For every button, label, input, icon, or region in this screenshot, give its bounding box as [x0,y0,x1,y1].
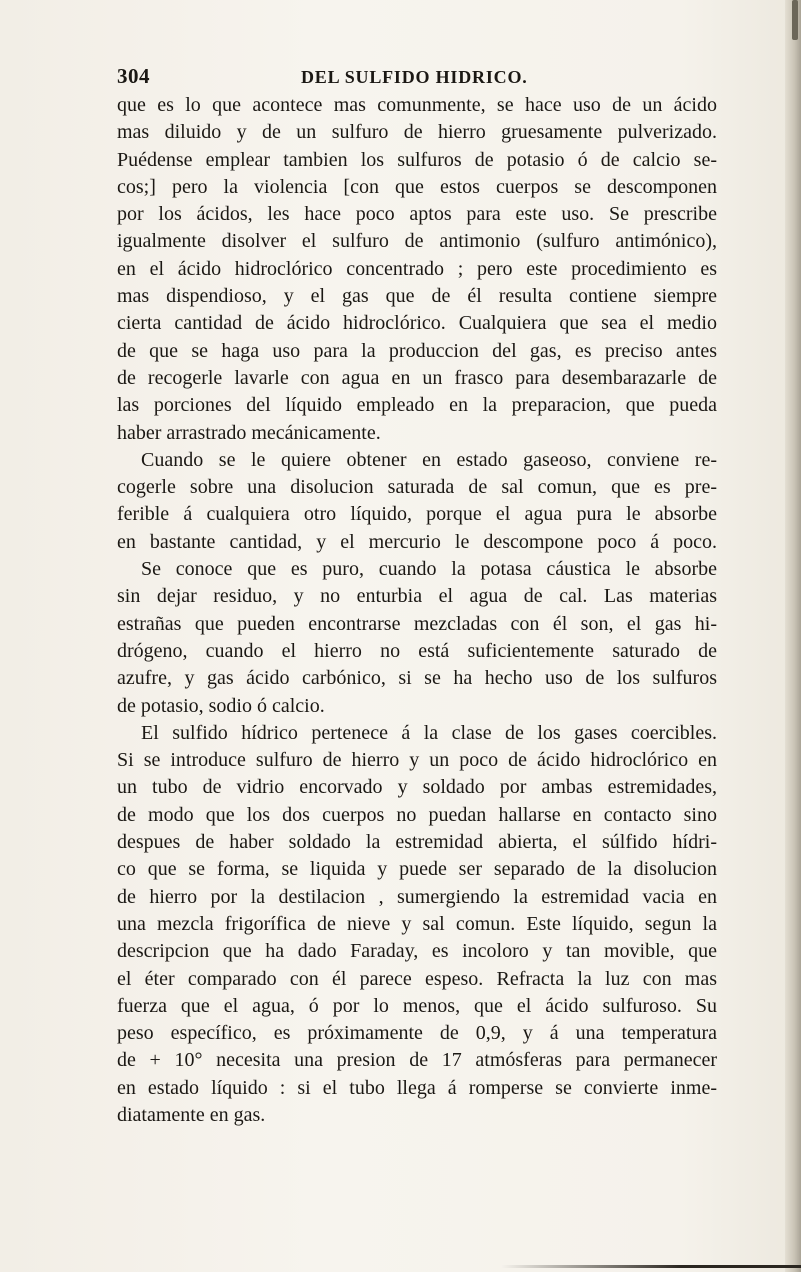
text-line: de que se haga uso para la produccion del gas, es preciso antes [117,339,717,362]
page-number: 304 [117,64,150,88]
text-line: despues de haber soldado la estremidad abierta, el súlfido hídri- [117,831,717,854]
text-line: de + 10° necesita una presion de 17 atmósferas para permanecer [117,1049,717,1072]
text-line: Si se introduce sulfuro de hierro y un poco de ácido hidroclórico en [117,749,717,772]
text-line: drógeno, cuando el hierro no está suficientemente saturado de [117,639,717,662]
text-line: en bastante cantidad, y el mercurio le descompone poco á poco. [117,530,717,553]
text-line: mas dispendioso, y el gas que de él resulta contiene siempre [117,285,717,308]
text-line: en estado líquido : si el tubo llega á romperse se convierte inme- [117,1076,717,1099]
page-spine-edge [785,0,801,1272]
text-line: ferible á cualquiera otro líquido, porque el agua pura le absorbe [117,503,717,526]
text-line: co que se forma, se liquida y puede ser separado de la disolucion [117,858,717,881]
text-line: cierta cantidad de ácido hidroclórico. Cualquiera que sea el medio [117,312,717,335]
text-line: de potasio, sodio ó calcio. [117,694,325,717]
text-line: una mezcla frigorífica de nieve y sal comun. Este líquido, segun la [117,912,717,935]
text-line: estrañas que pueden encontrarse mezcladas con él son, el gas hi- [117,612,717,635]
text-line: mas diluido y de un sulfuro de hierro gruesamente pulverizado. [117,121,717,144]
text-line: de modo que los dos cuerpos no puedan hallarse en contacto sino [117,803,717,826]
text-line: Se conoce que es puro, cuando la potasa cáustica le absorbe [141,558,717,581]
text-line: haber arrastrado mecánicamente. [117,421,381,444]
text-line: Cuando se le quiere obtener en estado gaseoso, conviene re- [141,448,717,471]
text-line: diatamente en gas. [117,1103,266,1126]
text-line: que es lo que acontece mas comunmente, se hace uso de un ácido [117,94,717,116]
page-header [117,64,717,90]
text-line: cos;] pero la violencia [con que estos cuerpos se descomponen [117,175,717,198]
text-line: el éter comparado con él parece espeso. Refracta la luz con mas [117,967,717,990]
text-line: descripcion que ha dado Faraday, es incoloro y tan movible, que [117,940,717,963]
text-line: cogerle sobre una disolucion saturada de sal comun, que es pre- [117,476,717,499]
spine-mark [792,0,798,40]
text-line: un tubo de vidrio encorvado y soldado por ambas estremidades, [117,776,717,799]
body-text [117,92,717,1129]
text-line: Puédense emplear tambien los sulfuros de potasio ó de calcio se- [117,148,717,171]
text-line: las porciones del líquido empleado en la preparacion, que pueda [117,394,717,417]
text-line: por los ácidos, les hace poco aptos para este uso. Se prescribe [117,203,717,226]
text-line: peso específico, es próximamente de 0,9, y á una temperatura [117,1022,717,1045]
text-line: azufre, y gas ácido carbónico, si se ha hecho uso de los sulfuros [117,667,717,690]
text-line: en el ácido hidroclórico concentrado ; pero este procedimiento es [117,257,717,280]
running-head: DEL SULFIDO HIDRICO. [301,67,528,87]
text-line: El sulfido hídrico pertenece á la clase de los gases coercibles. [141,721,717,744]
text-line: sin dejar residuo, y no enturbia el agua de cal. Las materias [117,585,717,608]
bottom-edge-rule [501,1265,801,1268]
text-line: de recogerle lavarle con agua en un frasco para desembarazarle de [117,366,717,389]
text-line: igualmente disolver el sulfuro de antimonio (sulfuro antimónico), [117,230,717,253]
text-line: fuerza que el agua, ó por lo menos, que el ácido sulfuroso. Su [117,994,717,1017]
text-line: de hierro por la destilacion , sumergiendo la estremidad vacia en [117,885,717,908]
